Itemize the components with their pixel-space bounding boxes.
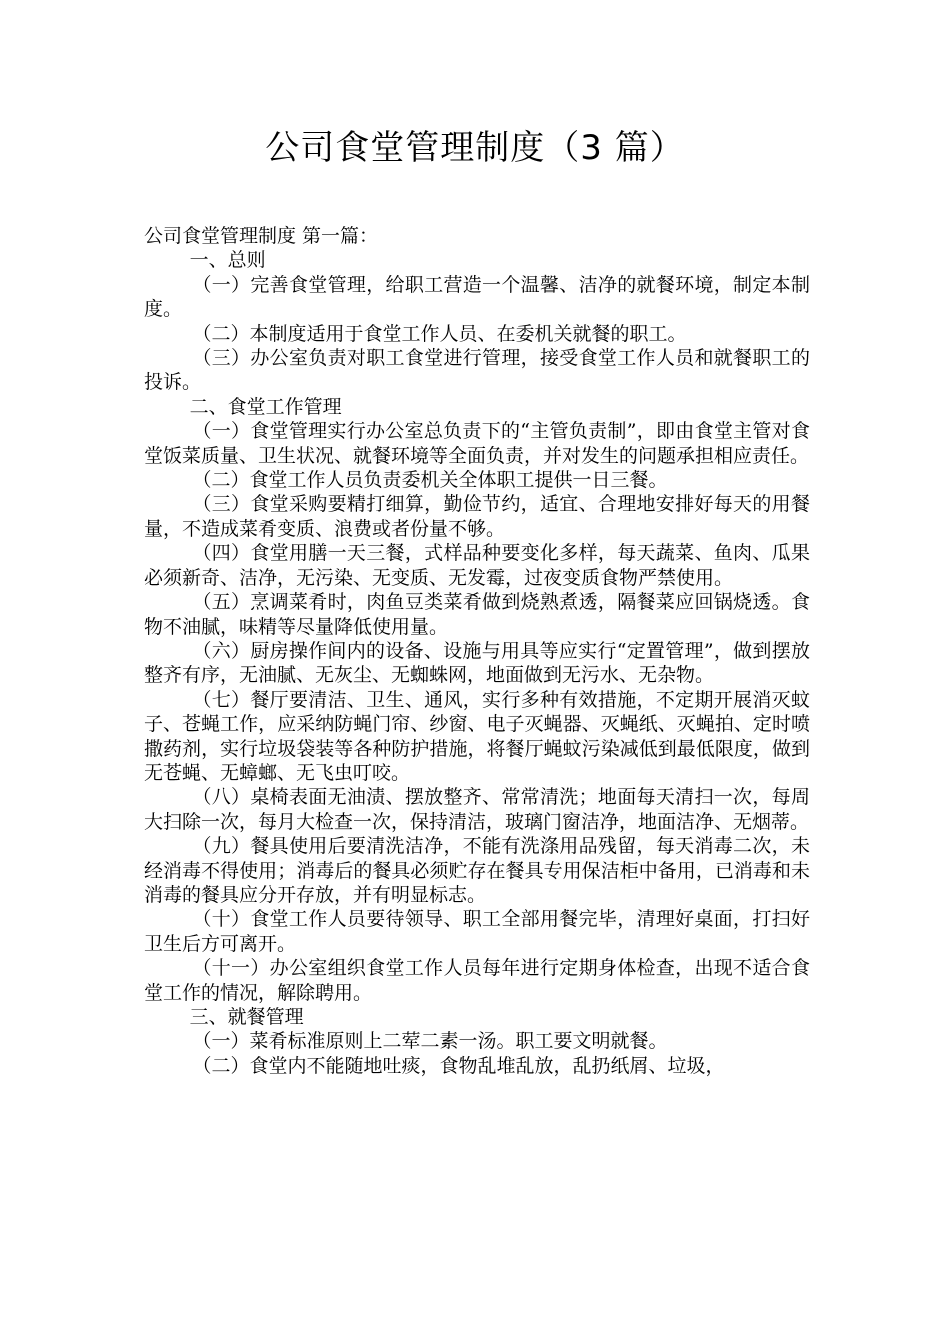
paragraph: （九）餐具使用后要清洗洁净，不能有洗涤用品残留，每天消毒二次，未经消毒不得使用；消毒后的餐具必须贮存在餐具专用保洁柜中备用，已消毒和未消毒的餐具应分开存放，并有明显标志。 [144, 835, 810, 906]
paragraph: （六）厨房操作间内的设备、设施与用具等应实行“定置管理”，做到摆放整齐有序，无油腻、无灰尘、无蜘蛛网，地面做到无污水、无杂物。 [144, 639, 810, 687]
paragraph-list [144, 248, 810, 1078]
section-heading: 三、就餐管理 [189, 1006, 304, 1028]
paragraph: （二）食堂工作人员负责委机关全体职工提供一日三餐。 [192, 469, 668, 492]
paragraph: （八）桌椅表面无油渍、摆放整齐、常常清洗；地面每天清扫一次，每周大扫除一次，每月大检查一次，保持清洁，玻璃门窗洁净，地面洁净、无烟蒂。 [144, 786, 810, 833]
paragraph: （四）食堂用膳一天三餐，式样品种要变化多样，每天蔬菜、鱼肉、瓜果必须新奇、洁净，无污染、无变质、无发霉，过夜变质食物严禁使用。 [144, 542, 810, 589]
paragraph: （三）办公室负责对职工食堂进行管理，接受食堂工作人员和就餐职工的投诉。 [144, 347, 810, 394]
paragraph: （一）完善食堂管理，给职工营造一个温馨、洁净的就餐环境，制定本制度。 [144, 273, 810, 321]
document-title: 公司食堂管理制度（3 篇） [265, 128, 685, 168]
part-heading: 公司食堂管理制度 第一篇： [144, 225, 379, 247]
paragraph: （十）食堂工作人员要待领导、职工全部用餐完毕，清理好桌面，打扫好卫生后方可离开。 [144, 908, 810, 955]
paragraph: （三）食堂采购要精打细算，勤俭节约，适宜、合理地安排好每天的用餐量，不造成菜肴变质、浪费或者份量不够。 [144, 493, 810, 540]
section-heading: 二、食堂工作管理 [189, 395, 342, 418]
document-body [144, 224, 810, 1078]
paragraph: （七）餐厅要清洁、卫生、通风，实行多种有效措施，不定期开展消灭蚊子、苍蝇工作，应采纳防蝇门帘、纱窗、电子灭蝇器、灭蝇纸、灭蝇拍、定时喷撒药剂，实行垃圾袋装等各种防护措施，将餐厅蝇蚊污染减低到最低限度，做到无苍蝇、无蟑螂、无飞虫叮咬。 [144, 688, 810, 784]
paragraph: （十一）办公室组织食堂工作人员每年进行定期身体检查，出现不适合食堂工作的情况，解除聘用。 [144, 957, 810, 1004]
paragraph: （一）菜肴标准原则上二荤二素一汤。职工要文明就餐。 [192, 1030, 668, 1053]
paragraph: （二）食堂内不能随地吐痰，食物乱堆乱放，乱扔纸屑、垃圾， [192, 1054, 725, 1077]
paragraph: （二）本制度适用于食堂工作人员、在委机关就餐的职工。 [192, 322, 687, 345]
section-heading: 一、总则 [189, 249, 266, 272]
paragraph: （五）烹调菜肴时，肉鱼豆类菜肴做到烧熟煮透，隔餐菜应回锅烧透。食物不油腻，味精等尽量降低使用量。 [144, 591, 810, 638]
paragraph: （一）食堂管理实行办公室总负责下的“主管负责制”，即由食堂主管对食堂饭菜质量、卫生状况、就餐环境等全面负责，并对发生的问题承担相应责任。 [144, 420, 810, 467]
